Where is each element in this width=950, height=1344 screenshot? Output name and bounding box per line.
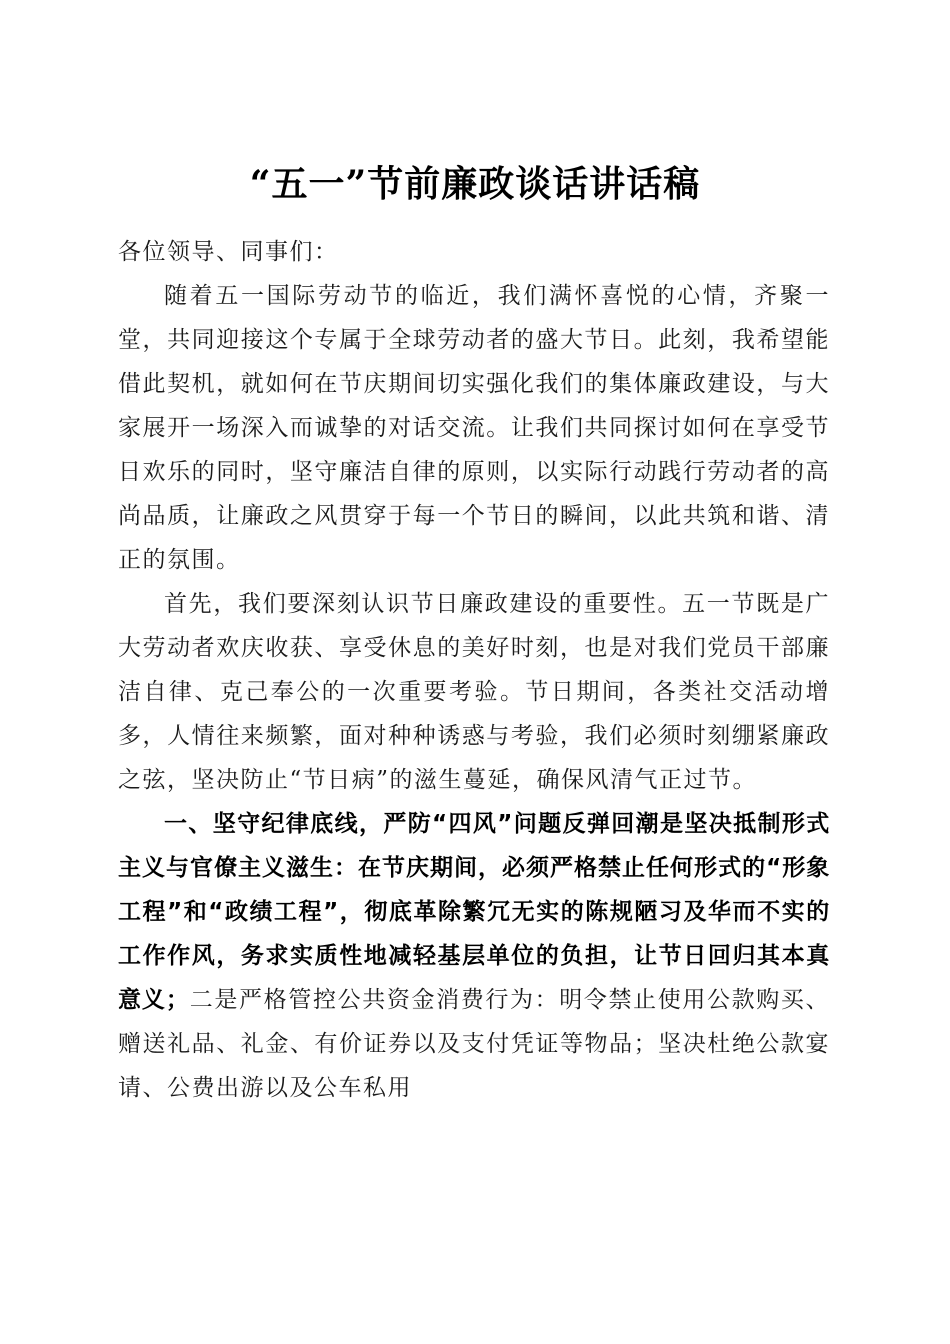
document-body — [118, 230, 830, 1110]
section-one-text: 二是严格管控公共资金消费行为：明令禁止使用公款购买、赠送礼品、礼金、有价证券以及支付凭证等物品；坚决杜绝公款宴请、公费出游以及公车私用 — [118, 987, 831, 1101]
paragraph-intro: 随着五一国际劳动节的临近，我们满怀喜悦的心情，齐聚一堂，共同迎接这个专属于全球劳动者的盛大节日。此刻，我希望能借此契机，就如何在节庆期间切实强化我们的集体廉政建设，与大家展开一场深入而诚挚的对话交流。让我们共同探讨如何在享受节日欢乐的同时，坚守廉洁自律的原则，以实际行动践行劳动者的高尚品质，让廉政之风贯穿于每一个节日的瞬间，以此共筑和谐、清正的氛围。 — [118, 283, 830, 573]
document-title: “五一”节前廉政谈话讲话稿 — [249, 163, 701, 206]
section-one-paragraph — [118, 802, 830, 1110]
salutation: 各位领导、同事们： — [118, 239, 339, 265]
section-one-heading: 一、坚守纪律底线，严防“四风”问题反弹回潮是坚决抵制形式主义与官僚主义滋生：在节庆期间，必须严格禁止任何形式的“形象工程”和“政绩工程”，彻底革除繁冗无实的陈规陋习及华而不实的工作作风，务求实质性地减轻基层单位的负担，让节日回归其本真意义； — [118, 811, 830, 1013]
paragraph-importance: 首先，我们要深刻认识节日廉政建设的重要性。五一节既是广大劳动者欢庆收获、享受休息的美好时刻，也是对我们党员干部廉洁自律、克己奉公的一次重要考验。节日期间，各类社交活动增多，人情往来频繁，面对种种诱惑与考验，我们必须时刻绷紧廉政之弦，坚决防止“节日病”的滋生蔓延，确保风清气正过节。 — [118, 591, 830, 793]
